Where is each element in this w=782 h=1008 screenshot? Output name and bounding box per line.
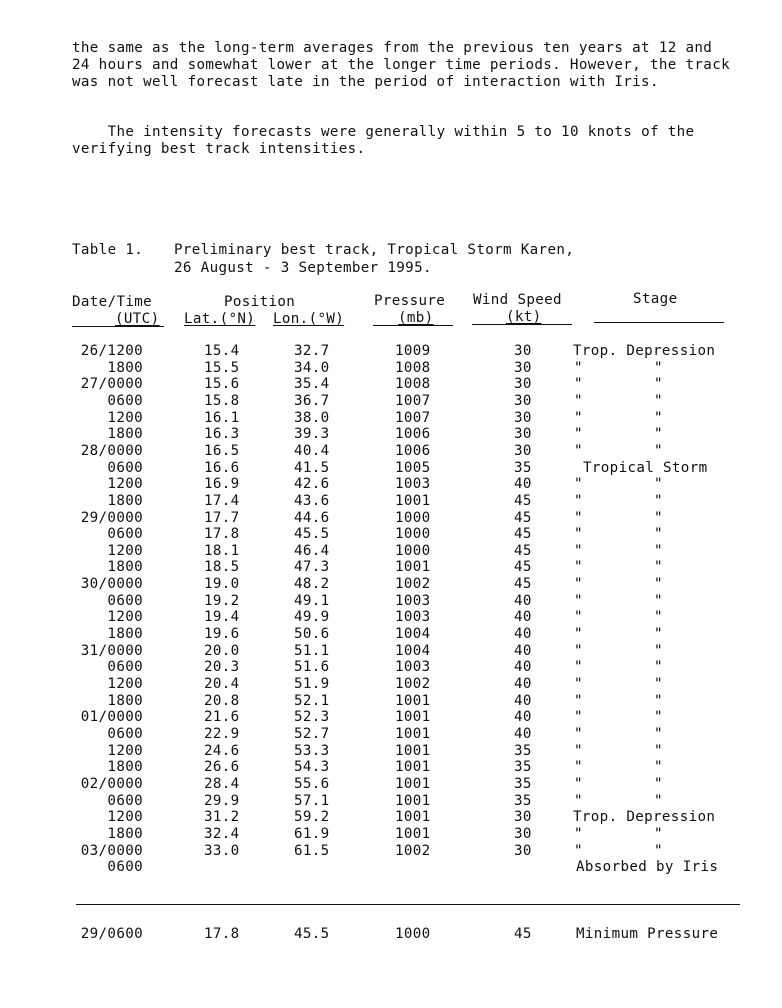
row-pressure: 1003 [395, 476, 431, 493]
table-row [0, 743, 782, 760]
row-stage: " " [574, 376, 663, 393]
row-lon: 45.5 [294, 526, 330, 543]
row-stage: " " [574, 392, 663, 409]
row-lon: 38.0 [294, 409, 330, 426]
row-lat: 20.4 [204, 676, 240, 692]
row-wind: 40 [514, 609, 532, 626]
row-lon: 52.1 [294, 692, 330, 709]
row-pressure: 1001 [395, 492, 431, 509]
row-stage: " " [574, 825, 663, 842]
row-wind: 30 [514, 842, 532, 859]
row-lon: 34.0 [294, 359, 330, 376]
table-row [0, 709, 782, 726]
row-datetime: 1200 [107, 542, 143, 559]
row-datetime: 0600 [107, 659, 143, 676]
summary-stage: Minimum Pressure [576, 926, 719, 942]
row-wind: 40 [514, 476, 532, 493]
table-row [0, 343, 782, 360]
row-stage: " " [574, 409, 663, 426]
header-datetime: Date/Time [72, 294, 153, 310]
row-stage: Trop. Depression [573, 343, 716, 359]
row-pressure: 1002 [395, 676, 431, 692]
row-stage: " " [574, 526, 663, 543]
row-datetime: 1800 [107, 359, 143, 376]
row-lat: 29.9 [204, 792, 240, 809]
row-lat: 21.6 [204, 709, 240, 726]
row-datetime: 03/0000 [80, 842, 143, 859]
table-row [0, 510, 782, 527]
header-datetime-unit: (UTC) [115, 311, 160, 327]
row-wind: 30 [514, 392, 532, 409]
row-lat: 17.7 [204, 509, 240, 526]
row-pressure: 1007 [395, 409, 431, 426]
row-datetime: 0600 [107, 459, 143, 476]
row-lon: 44.6 [294, 509, 330, 526]
table-title-line2: 26 August - 3 September 1995. [174, 260, 432, 276]
row-wind: 45 [514, 542, 532, 559]
row-lon: 48.2 [294, 576, 330, 593]
row-lon: 39.3 [294, 426, 330, 443]
row-lat: 19.0 [204, 576, 240, 593]
row-datetime: 1800 [107, 626, 143, 643]
table-row [0, 460, 782, 477]
row-stage: " " [574, 725, 663, 742]
table-row [0, 659, 782, 676]
row-stage: " " [574, 842, 663, 859]
row-lon: 52.7 [294, 725, 330, 742]
row-wind: 40 [514, 626, 532, 643]
row-wind: 45 [514, 559, 532, 576]
row-pressure: 1001 [395, 742, 431, 759]
row-wind: 40 [514, 592, 532, 609]
row-lat: 31.2 [204, 809, 240, 826]
row-lon: 51.1 [294, 642, 330, 659]
summary-separator-rule [76, 904, 740, 905]
row-stage: " " [574, 492, 663, 509]
row-lat: 16.1 [204, 409, 240, 426]
row-stage: " " [574, 359, 663, 376]
row-lon: 50.6 [294, 626, 330, 643]
row-stage: " " [574, 626, 663, 643]
row-wind: 45 [514, 526, 532, 543]
row-datetime: 0600 [107, 592, 143, 609]
header-rule-datetime [72, 326, 164, 327]
row-wind: 35 [514, 742, 532, 759]
row-wind: 30 [514, 809, 532, 826]
row-datetime: 1800 [107, 692, 143, 709]
row-pressure: 1001 [395, 692, 431, 709]
row-datetime: 0600 [107, 725, 143, 742]
table-caption [72, 241, 574, 277]
row-wind: 30 [514, 343, 532, 359]
row-pressure: 1006 [395, 442, 431, 459]
row-pressure: 1000 [395, 542, 431, 559]
row-lat: 16.5 [204, 442, 240, 459]
table-row [0, 426, 782, 443]
row-datetime: 26/1200 [80, 343, 143, 359]
row-lat: 20.0 [204, 642, 240, 659]
row-wind: 45 [514, 576, 532, 593]
row-pressure: 1007 [395, 392, 431, 409]
row-datetime: 1800 [107, 559, 143, 576]
row-pressure: 1006 [395, 426, 431, 443]
row-stage: " " [574, 659, 663, 676]
row-wind: 30 [514, 409, 532, 426]
row-stage: " " [574, 676, 663, 692]
row-wind: 35 [514, 759, 532, 776]
row-lat: 17.4 [204, 492, 240, 509]
row-pressure: 1001 [395, 792, 431, 809]
row-pressure: 1005 [395, 459, 431, 476]
row-datetime: 1200 [107, 809, 143, 826]
row-pressure: 1004 [395, 626, 431, 643]
row-stage: " " [574, 559, 663, 576]
row-datetime: 28/0000 [80, 442, 143, 459]
row-pressure: 1001 [395, 759, 431, 776]
row-wind: 40 [514, 659, 532, 676]
table-row [0, 543, 782, 560]
row-lon: 36.7 [294, 392, 330, 409]
row-lon: 32.7 [294, 343, 330, 359]
row-lat: 15.8 [204, 392, 240, 409]
row-pressure: 1003 [395, 592, 431, 609]
row-datetime: 27/0000 [80, 376, 143, 393]
row-lat: 19.2 [204, 592, 240, 609]
row-stage: " " [574, 642, 663, 659]
row-lat: 16.3 [204, 426, 240, 443]
row-stage: " " [574, 592, 663, 609]
row-pressure: 1000 [395, 526, 431, 543]
table-row [0, 559, 782, 576]
table-row [0, 759, 782, 776]
row-pressure: 1003 [395, 609, 431, 626]
table-row [0, 526, 782, 543]
row-lat: 20.3 [204, 659, 240, 676]
row-datetime: 31/0000 [80, 642, 143, 659]
row-lon: 49.1 [294, 592, 330, 609]
row-lat: 18.1 [204, 542, 240, 559]
row-lon: 43.6 [294, 492, 330, 509]
row-lat: 22.9 [204, 725, 240, 742]
row-wind: 35 [514, 459, 532, 476]
header-rule-stage [594, 322, 724, 323]
row-datetime: 0600 [107, 392, 143, 409]
table-row [0, 609, 782, 626]
table-row [0, 493, 782, 510]
summary-lon: 45.5 [294, 926, 330, 942]
row-pressure: 1001 [395, 809, 431, 826]
row-pressure: 1008 [395, 359, 431, 376]
row-lat: 16.9 [204, 476, 240, 493]
row-lat: 17.8 [204, 526, 240, 543]
table-row [0, 809, 782, 826]
row-lat: 15.4 [204, 343, 240, 359]
row-pressure: 1003 [395, 659, 431, 676]
header-rule-wind [472, 324, 572, 325]
table-row [0, 393, 782, 410]
row-stage: " " [574, 775, 663, 792]
row-wind: 40 [514, 725, 532, 742]
row-stage: Tropical Storm [583, 459, 708, 476]
row-lon: 49.9 [294, 609, 330, 626]
summary-wind: 45 [514, 926, 532, 942]
header-wind: Wind Speed [473, 292, 562, 308]
table-label: Table 1. [72, 242, 144, 258]
row-lat: 15.6 [204, 376, 240, 393]
row-datetime: 30/0000 [80, 576, 143, 593]
row-wind: 30 [514, 825, 532, 842]
row-lon: 47.3 [294, 559, 330, 576]
table-row [0, 443, 782, 460]
row-datetime: 1800 [107, 492, 143, 509]
row-lon: 61.5 [294, 842, 330, 859]
row-datetime: 1800 [107, 759, 143, 776]
row-lat: 16.6 [204, 459, 240, 476]
header-stage: Stage [633, 291, 678, 307]
row-datetime: 0600 [107, 526, 143, 543]
summary-pressure: 1000 [395, 926, 431, 942]
row-datetime: 1800 [107, 825, 143, 842]
row-stage: " " [574, 609, 663, 626]
table-row [0, 360, 782, 377]
header-rule-pressure [373, 325, 453, 326]
row-stage: " " [574, 442, 663, 459]
row-stage: " " [574, 692, 663, 709]
row-pressure: 1004 [395, 642, 431, 659]
table-row [0, 410, 782, 427]
table-title-line1: Preliminary best track, Tropical Storm Karen, [174, 242, 575, 258]
row-lon: 53.3 [294, 742, 330, 759]
table-row [0, 676, 782, 693]
row-pressure: 1001 [395, 709, 431, 726]
row-stage: " " [574, 709, 663, 726]
row-lat: 28.4 [204, 775, 240, 792]
row-lon: 41.5 [294, 459, 330, 476]
summary-datetime: 29/0600 [80, 926, 143, 942]
row-wind: 40 [514, 709, 532, 726]
row-lon: 61.9 [294, 825, 330, 842]
row-pressure: 1001 [395, 725, 431, 742]
row-wind: 45 [514, 492, 532, 509]
row-datetime: 01/0000 [80, 709, 143, 726]
row-wind: 30 [514, 442, 532, 459]
table-row [0, 626, 782, 643]
row-lat: 18.5 [204, 559, 240, 576]
row-stage: Trop. Depression [573, 809, 716, 826]
row-wind: 35 [514, 792, 532, 809]
row-datetime: 1200 [107, 476, 143, 493]
row-lat: 15.5 [204, 359, 240, 376]
row-pressure: 1001 [395, 559, 431, 576]
row-lon: 35.4 [294, 376, 330, 393]
table-row [0, 843, 782, 860]
row-lon: 52.3 [294, 709, 330, 726]
row-stage: " " [574, 759, 663, 776]
table-row [0, 726, 782, 743]
row-lat: 33.0 [204, 842, 240, 859]
row-lon: 51.6 [294, 659, 330, 676]
row-lat: 32.4 [204, 825, 240, 842]
row-lon: 59.2 [294, 809, 330, 826]
row-wind: 45 [514, 509, 532, 526]
row-lon: 40.4 [294, 442, 330, 459]
header-lat: Lat.(°N) [184, 311, 256, 327]
row-pressure: 1002 [395, 576, 431, 593]
row-datetime: 1200 [107, 409, 143, 426]
row-lat: 20.8 [204, 692, 240, 709]
header-pressure-unit: (mb) [398, 310, 434, 326]
table-row [0, 826, 782, 843]
row-wind: 30 [514, 359, 532, 376]
header-pressure: Pressure [374, 293, 446, 309]
summary-lat: 17.8 [204, 926, 240, 942]
header-position: Position [224, 294, 296, 310]
row-datetime: 29/0000 [80, 509, 143, 526]
row-datetime: 1200 [107, 676, 143, 692]
row-lat: 19.4 [204, 609, 240, 626]
row-stage: " " [574, 742, 663, 759]
row-datetime: 1800 [107, 426, 143, 443]
summary-row [0, 926, 782, 943]
row-stage: Absorbed by Iris [576, 859, 719, 876]
row-wind: 35 [514, 775, 532, 792]
table-row [0, 476, 782, 493]
row-stage: " " [574, 509, 663, 526]
row-wind: 40 [514, 676, 532, 692]
row-datetime: 1200 [107, 742, 143, 759]
row-wind: 40 [514, 692, 532, 709]
row-lon: 54.3 [294, 759, 330, 776]
row-lon: 42.6 [294, 476, 330, 493]
row-lon: 51.9 [294, 676, 330, 692]
table-row [0, 793, 782, 810]
table-row [0, 859, 782, 876]
row-lon: 46.4 [294, 542, 330, 559]
row-lat: 26.6 [204, 759, 240, 776]
table-row [0, 643, 782, 660]
row-datetime: 0600 [107, 792, 143, 809]
row-pressure: 1001 [395, 775, 431, 792]
table-row [0, 776, 782, 793]
header-lon: Lon.(°W) [273, 311, 345, 327]
row-lon: 55.6 [294, 775, 330, 792]
row-pressure: 1001 [395, 825, 431, 842]
table-row [0, 593, 782, 610]
row-datetime: 1200 [107, 609, 143, 626]
intro-paragraph: the same as the long-term averages from the previous ten years at 12 and 24 hours and somewhat lower at the longer time periods. However, the track was not well forecast late in the period of interaction with Iris. [72, 40, 730, 90]
row-datetime: 02/0000 [80, 775, 143, 792]
table-row [0, 693, 782, 710]
row-datetime: 0600 [107, 859, 143, 876]
table-row [0, 376, 782, 393]
row-wind: 30 [514, 376, 532, 393]
row-stage: " " [574, 476, 663, 493]
row-stage: " " [574, 576, 663, 593]
row-lon: 57.1 [294, 792, 330, 809]
header-wind-unit: (kt) [506, 309, 542, 325]
row-lat: 24.6 [204, 742, 240, 759]
intensity-paragraph: The intensity forecasts were generally within 5 to 10 knots of the verifying best track intensities. [72, 124, 704, 157]
row-wind: 30 [514, 426, 532, 443]
row-pressure: 1002 [395, 842, 431, 859]
row-lat: 19.6 [204, 626, 240, 643]
row-wind: 40 [514, 642, 532, 659]
row-pressure: 1008 [395, 376, 431, 393]
row-pressure: 1000 [395, 509, 431, 526]
row-pressure: 1009 [395, 343, 431, 359]
row-stage: " " [574, 792, 663, 809]
row-stage: " " [574, 426, 663, 443]
table-row [0, 576, 782, 593]
row-stage: " " [574, 542, 663, 559]
